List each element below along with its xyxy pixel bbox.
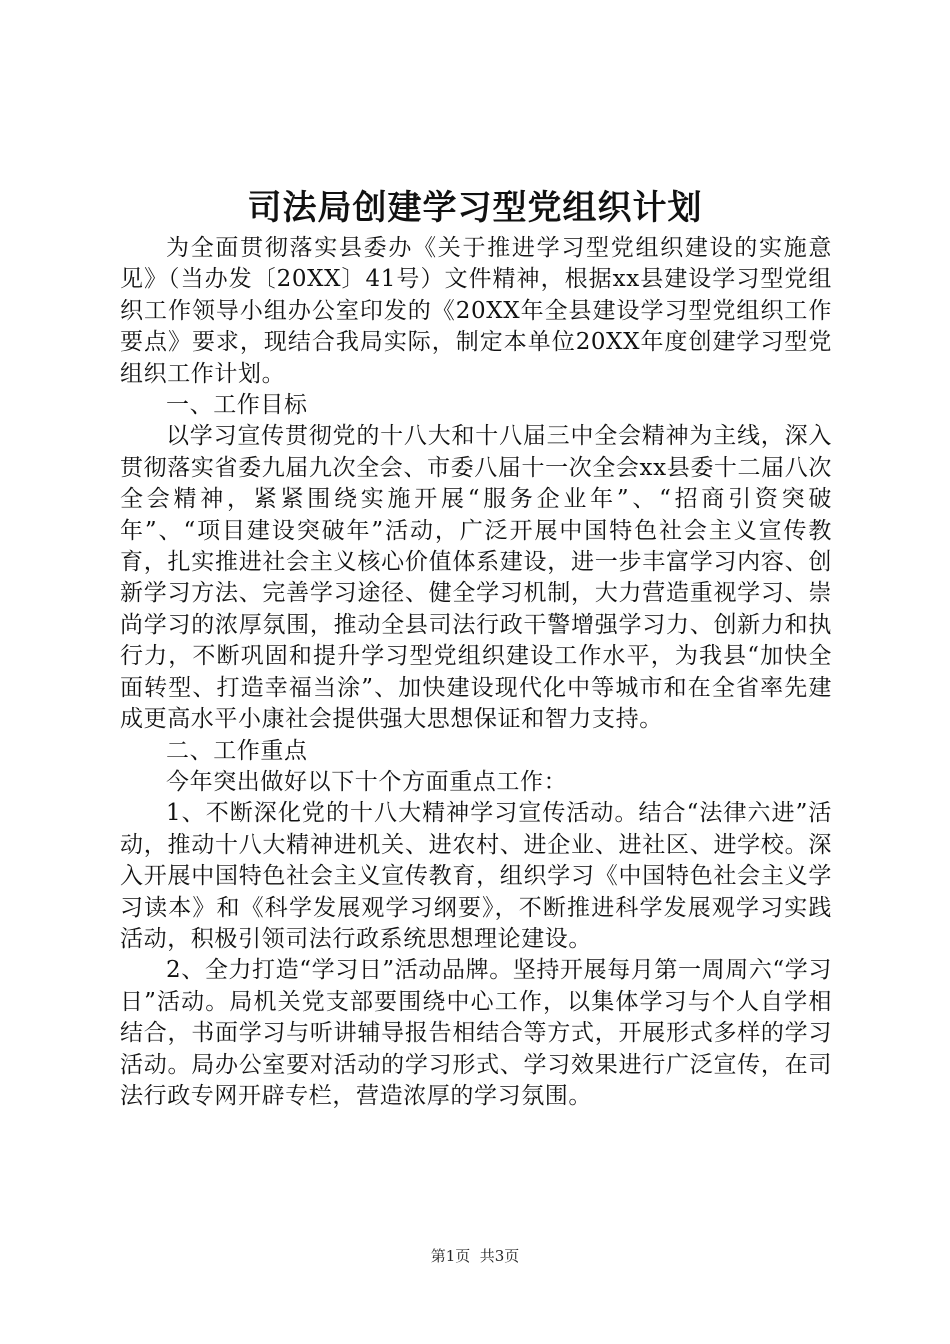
page-footer	[0, 1246, 950, 1266]
section-heading-work-focus: 二、工作重点	[166, 737, 308, 764]
work-goals-paragraph: 以学习宣传贯彻党的十八大和十八届三中全会精神为主线，深入贯彻落实省委九届九次全会、市委八届十一次全会xx县委十二届八次全会精神，紧紧围绕实施开展“服务企业年”、“招商引资突破年”、“项目建设突破年”活动，广泛开展中国特色社会主义宣传教育，扎实推进社会主义核心价值体系建设，进一步丰富学习内容、创新学习方法、完善学习途径、健全学习机制，大力营造重视学习、崇尚学习的浓厚氛围，推动全县司法行政干警增强学习力、创新力和执行力，不断巩固和提升学习型党组织建设工作水平，为我县“加快全面转型、打造幸福当涂”、加快建设现代化中等城市和在全省率先建成更高水平小康社会提供强大思想保证和智力支持。	[120, 423, 832, 733]
focus-item-1-paragraph: 1、不断深化党的十八大精神学习宣传活动。结合“法律六进”活动，推动十八大精神进机关、进农村、进企业、进社区、进学校。深入开展中国特色社会主义宣传教育，组织学习《中国特色社会主义学习读本》和《科学发展观学习纲要》，不断推进科学发展观学习实践活动，积极引领司法行政系统思想理论建设。	[120, 800, 832, 952]
intro-paragraph: 为全面贯彻落实县委办《关于推进学习型党组织建设的实施意见》（当办发〔20XX〕41号）文件精神，根据xx县建设学习型党组织工作领导小组办公室印发的《20XX年全县建设学习型党组织工作要点》要求，现结合我局实际，制定本单位20XX年度创建学习型党组织工作计划。	[120, 235, 832, 387]
document-title: 司法局创建学习型党组织计划	[247, 188, 703, 228]
work-focus-intro-paragraph: 今年突出做好以下十个方面重点工作：	[166, 768, 568, 795]
focus-item-2-paragraph: 2、全力打造“学习日”活动品牌。坚持开展每月第一周周六“学习日”活动。局机关党支部要围绕中心工作，以集体学习与个人自学相结合，书面学习与听讲辅导报告相结合等方式，开展形式多样的学习活动。局办公室要对活动的学习形式、学习效果进行广泛宣传，在司法行政专网开辟专栏，营造浓厚的学习氛围。	[120, 957, 832, 1109]
page-number-label: 第1页 共3页	[430, 1247, 520, 1265]
document-body	[120, 233, 832, 1112]
section-heading-work-goals: 一、工作目标	[166, 392, 308, 419]
